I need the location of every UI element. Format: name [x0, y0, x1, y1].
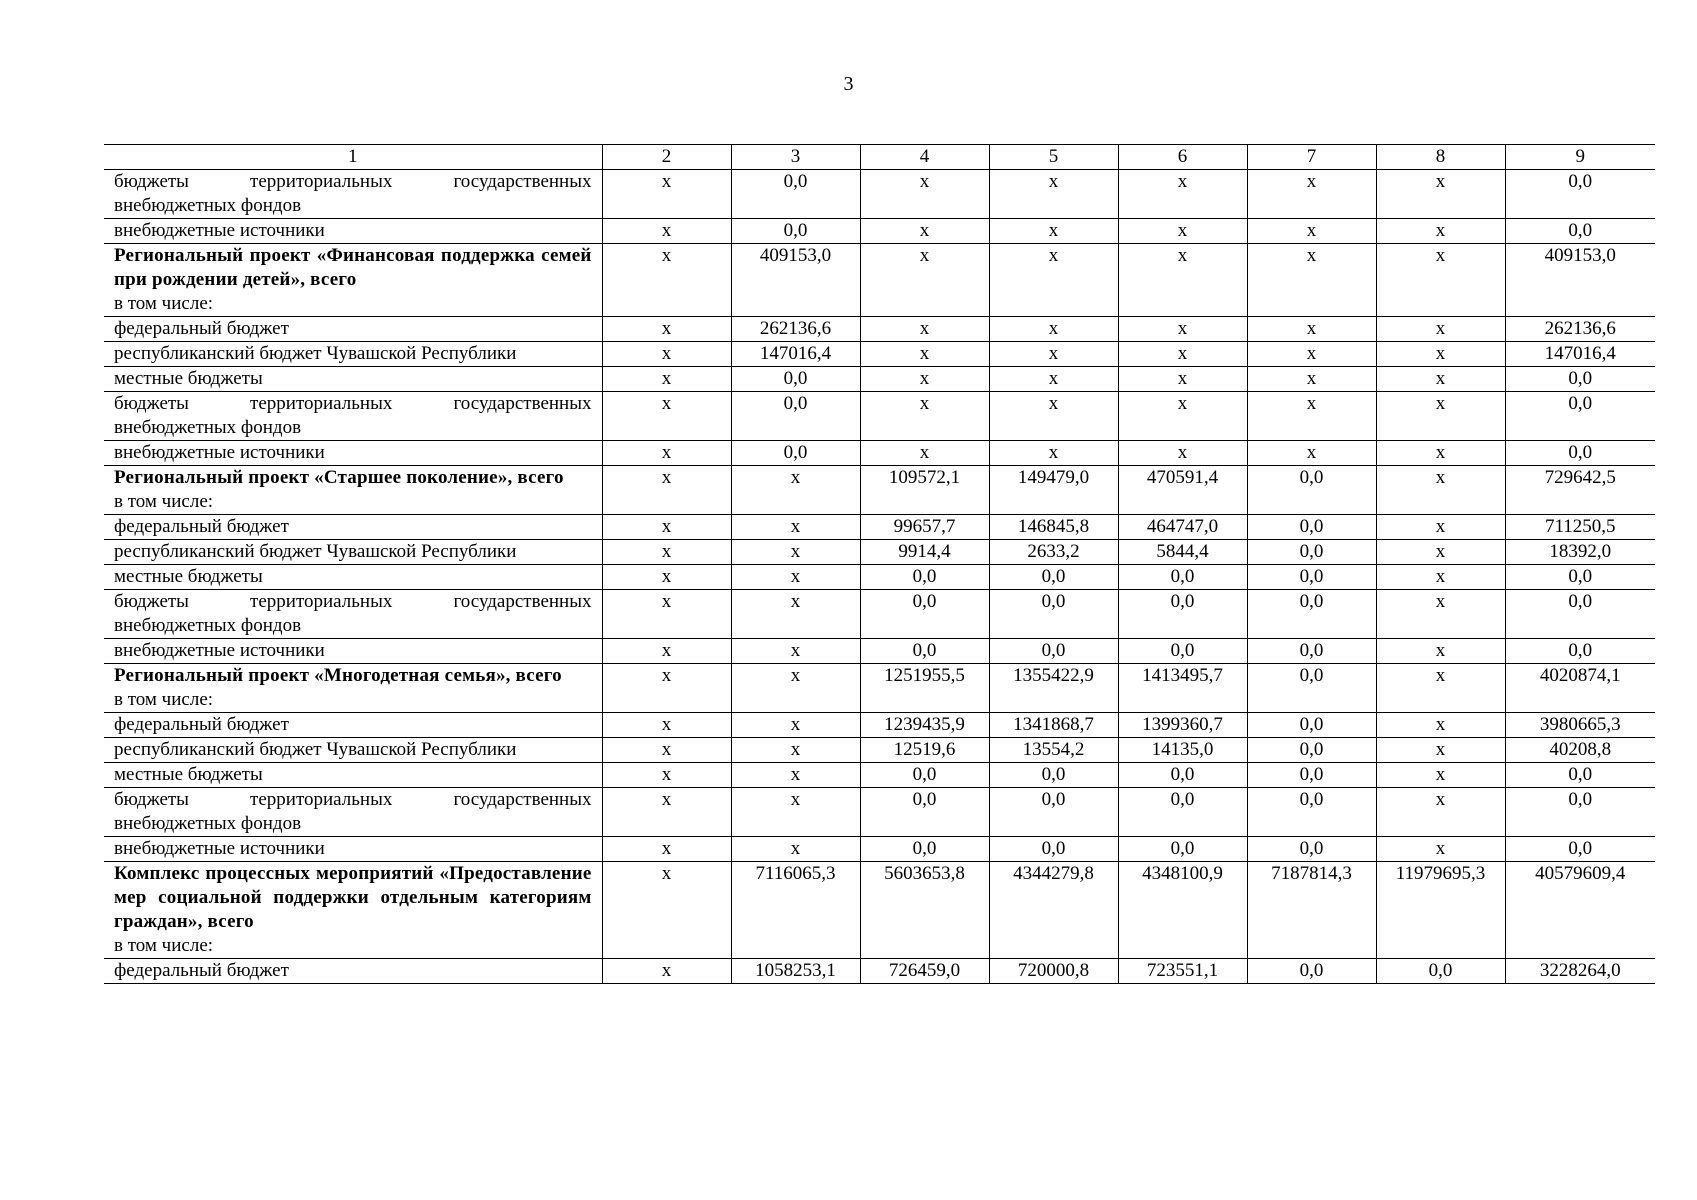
value-cell-col-9: 0,0: [1505, 788, 1655, 837]
table-row: [104, 540, 1655, 565]
table-row-section: [104, 244, 1655, 317]
row-label-cell: [104, 342, 602, 367]
value-cell-col-6: 1413495,7: [1118, 664, 1247, 713]
row-label-line: внебюджетных фондов: [114, 615, 302, 636]
value-cell-col-3: x: [731, 590, 860, 639]
table-row: [104, 515, 1655, 540]
value-cell-col-8: x: [1376, 170, 1505, 219]
row-label: местные бюджеты: [114, 368, 263, 389]
value-cell-col-9: 4020874,1: [1505, 664, 1655, 713]
value-cell-col-3: x: [731, 763, 860, 788]
row-label-cell: [104, 367, 602, 392]
value-cell-col-4: x: [860, 244, 989, 317]
value-cell-col-4: x: [860, 317, 989, 342]
value-cell-col-7: x: [1247, 219, 1376, 244]
value-cell-col-7: 0,0: [1247, 763, 1376, 788]
value-cell-col-7: 0,0: [1247, 565, 1376, 590]
value-cell-col-4: x: [860, 170, 989, 219]
value-cell-col-9: 262136,6: [1505, 317, 1655, 342]
value-cell-col-9: 0,0: [1505, 219, 1655, 244]
row-label: внебюджетные источники: [114, 442, 325, 463]
value-cell-col-6: 5844,4: [1118, 540, 1247, 565]
value-cell-col-6: 0,0: [1118, 763, 1247, 788]
row-label-cell: [104, 959, 602, 984]
table-row: [104, 837, 1655, 862]
budget-table: [104, 144, 1655, 984]
value-cell-col-2: x: [602, 738, 731, 763]
header-cell: 7: [1247, 145, 1376, 170]
page-number: 3: [843, 73, 854, 95]
value-cell-col-2: x: [602, 244, 731, 317]
value-cell-col-7: 0,0: [1247, 515, 1376, 540]
value-cell-col-9: 711250,5: [1505, 515, 1655, 540]
row-label-cell: [104, 540, 602, 565]
value-cell-col-3: 0,0: [731, 441, 860, 466]
value-cell-col-6: x: [1118, 244, 1247, 317]
row-label-cell: [104, 244, 602, 317]
value-cell-col-6: 14135,0: [1118, 738, 1247, 763]
value-cell-col-2: x: [602, 590, 731, 639]
value-cell-col-9: 40208,8: [1505, 738, 1655, 763]
row-label-line: внебюджетных фондов: [114, 813, 302, 834]
row-label: федеральный бюджет: [114, 516, 289, 537]
value-cell-col-6: 0,0: [1118, 565, 1247, 590]
value-cell-col-2: x: [602, 862, 731, 959]
value-cell-col-8: x: [1376, 244, 1505, 317]
table-row: [104, 738, 1655, 763]
value-cell-col-7: x: [1247, 244, 1376, 317]
value-cell-col-6: 0,0: [1118, 590, 1247, 639]
value-cell-col-8: x: [1376, 565, 1505, 590]
value-cell-col-3: 1058253,1: [731, 959, 860, 984]
value-cell-col-9: 0,0: [1505, 837, 1655, 862]
row-label-cell: [104, 515, 602, 540]
value-cell-col-9: 0,0: [1505, 170, 1655, 219]
value-cell-col-9: 3980665,3: [1505, 713, 1655, 738]
value-cell-col-4: 0,0: [860, 837, 989, 862]
value-cell-col-4: 5603653,8: [860, 862, 989, 959]
value-cell-col-4: 726459,0: [860, 959, 989, 984]
value-cell-col-7: 7187814,3: [1247, 862, 1376, 959]
value-cell-col-6: 0,0: [1118, 788, 1247, 837]
value-cell-col-9: 3228264,0: [1505, 959, 1655, 984]
row-label-cell: [104, 862, 602, 959]
value-cell-col-9: 0,0: [1505, 639, 1655, 664]
table-row-section: [104, 862, 1655, 959]
value-cell-col-7: 0,0: [1247, 466, 1376, 515]
value-cell-col-4: 0,0: [860, 565, 989, 590]
row-label-cell: [104, 219, 602, 244]
value-cell-col-4: 0,0: [860, 788, 989, 837]
value-cell-col-8: 11979695,3: [1376, 862, 1505, 959]
row-label-line: бюджеты территориальных государственных: [114, 171, 592, 192]
value-cell-col-3: x: [731, 515, 860, 540]
value-cell-col-7: 0,0: [1247, 837, 1376, 862]
value-cell-col-5: 0,0: [989, 788, 1118, 837]
header-cell: 9: [1505, 145, 1655, 170]
value-cell-col-4: 9914,4: [860, 540, 989, 565]
value-cell-col-6: 464747,0: [1118, 515, 1247, 540]
value-cell-col-5: x: [989, 392, 1118, 441]
value-cell-col-6: 723551,1: [1118, 959, 1247, 984]
value-cell-col-6: 1399360,7: [1118, 713, 1247, 738]
value-cell-col-6: x: [1118, 392, 1247, 441]
row-label-cell: [104, 466, 602, 515]
row-label-line: внебюджетных фондов: [114, 195, 302, 216]
row-label: местные бюджеты: [114, 566, 263, 587]
value-cell-col-7: 0,0: [1247, 639, 1376, 664]
value-cell-col-5: 149479,0: [989, 466, 1118, 515]
value-cell-col-8: 0,0: [1376, 959, 1505, 984]
value-cell-col-3: 7116065,3: [731, 862, 860, 959]
row-label-cell: [104, 590, 602, 639]
value-cell-col-7: x: [1247, 342, 1376, 367]
value-cell-col-2: x: [602, 170, 731, 219]
header-cell: 8: [1376, 145, 1505, 170]
table-row: [104, 639, 1655, 664]
value-cell-col-2: x: [602, 392, 731, 441]
header-cell: 4: [860, 145, 989, 170]
value-cell-col-6: x: [1118, 317, 1247, 342]
row-label-line: бюджеты территориальных государственных: [114, 393, 592, 414]
row-label-cell: [104, 565, 602, 590]
section-subtitle: в том числе:: [114, 935, 214, 956]
value-cell-col-9: 0,0: [1505, 367, 1655, 392]
section-title: Региональный проект «Старшее поколение», всего: [114, 467, 564, 488]
value-cell-col-6: x: [1118, 441, 1247, 466]
row-label-cell: [104, 713, 602, 738]
value-cell-col-7: 0,0: [1247, 540, 1376, 565]
value-cell-col-9: 18392,0: [1505, 540, 1655, 565]
row-label-cell: [104, 317, 602, 342]
header-cell: 5: [989, 145, 1118, 170]
value-cell-col-2: x: [602, 837, 731, 862]
value-cell-col-5: 4344279,8: [989, 862, 1118, 959]
value-cell-col-8: x: [1376, 738, 1505, 763]
value-cell-col-8: x: [1376, 342, 1505, 367]
value-cell-col-8: x: [1376, 788, 1505, 837]
value-cell-col-6: x: [1118, 367, 1247, 392]
row-label-cell: [104, 837, 602, 862]
value-cell-col-7: x: [1247, 317, 1376, 342]
value-cell-col-8: x: [1376, 219, 1505, 244]
header-cell: 1: [104, 145, 602, 170]
value-cell-col-3: 0,0: [731, 170, 860, 219]
value-cell-col-9: 0,0: [1505, 441, 1655, 466]
value-cell-col-5: x: [989, 219, 1118, 244]
value-cell-col-7: x: [1247, 441, 1376, 466]
value-cell-col-4: x: [860, 219, 989, 244]
value-cell-col-6: 0,0: [1118, 639, 1247, 664]
value-cell-col-7: x: [1247, 392, 1376, 441]
header-cell: 2: [602, 145, 731, 170]
value-cell-col-5: 0,0: [989, 639, 1118, 664]
value-cell-col-8: x: [1376, 317, 1505, 342]
header-cell: 3: [731, 145, 860, 170]
row-label: внебюджетные источники: [114, 640, 325, 661]
table-row: [104, 367, 1655, 392]
row-label-cell: [104, 763, 602, 788]
value-cell-col-3: x: [731, 713, 860, 738]
table-row: [104, 565, 1655, 590]
value-cell-col-9: 40579609,4: [1505, 862, 1655, 959]
value-cell-col-4: x: [860, 441, 989, 466]
table-row-section: [104, 664, 1655, 713]
value-cell-col-6: 470591,4: [1118, 466, 1247, 515]
table-row: [104, 392, 1655, 441]
row-label: внебюджетные источники: [114, 838, 325, 859]
row-label-line: бюджеты территориальных государственных: [114, 591, 592, 612]
row-label: республиканский бюджет Чувашской Республики: [114, 739, 517, 760]
value-cell-col-5: 2633,2: [989, 540, 1118, 565]
value-cell-col-5: 0,0: [989, 590, 1118, 639]
value-cell-col-9: 0,0: [1505, 565, 1655, 590]
value-cell-col-6: x: [1118, 170, 1247, 219]
value-cell-col-8: x: [1376, 540, 1505, 565]
value-cell-col-4: 0,0: [860, 590, 989, 639]
value-cell-col-7: 0,0: [1247, 590, 1376, 639]
row-label-cell: [104, 170, 602, 219]
value-cell-col-4: 12519,6: [860, 738, 989, 763]
value-cell-col-2: x: [602, 713, 731, 738]
value-cell-col-2: x: [602, 219, 731, 244]
value-cell-col-4: 1239435,9: [860, 713, 989, 738]
value-cell-col-8: x: [1376, 639, 1505, 664]
value-cell-col-2: x: [602, 959, 731, 984]
value-cell-col-8: x: [1376, 590, 1505, 639]
value-cell-col-5: x: [989, 441, 1118, 466]
value-cell-col-3: x: [731, 540, 860, 565]
row-label: внебюджетные источники: [114, 220, 325, 241]
value-cell-col-5: x: [989, 170, 1118, 219]
value-cell-col-3: 262136,6: [731, 317, 860, 342]
value-cell-col-4: 1251955,5: [860, 664, 989, 713]
table-row: [104, 788, 1655, 837]
row-label-line: внебюджетных фондов: [114, 417, 302, 438]
value-cell-col-8: x: [1376, 763, 1505, 788]
row-label-cell: [104, 392, 602, 441]
value-cell-col-9: 0,0: [1505, 590, 1655, 639]
table-header-row: [104, 145, 1655, 170]
value-cell-col-5: 720000,8: [989, 959, 1118, 984]
value-cell-col-8: x: [1376, 713, 1505, 738]
header-cell: 6: [1118, 145, 1247, 170]
value-cell-col-5: x: [989, 367, 1118, 392]
row-label-cell: [104, 788, 602, 837]
value-cell-col-2: x: [602, 515, 731, 540]
table-row: [104, 590, 1655, 639]
value-cell-col-3: x: [731, 639, 860, 664]
value-cell-col-7: x: [1247, 170, 1376, 219]
value-cell-col-3: x: [731, 837, 860, 862]
value-cell-col-5: 0,0: [989, 837, 1118, 862]
section-subtitle: в том числе:: [114, 293, 214, 314]
value-cell-col-4: 0,0: [860, 763, 989, 788]
value-cell-col-2: x: [602, 317, 731, 342]
table-row: [104, 170, 1655, 219]
row-label-cell: [104, 738, 602, 763]
value-cell-col-3: 409153,0: [731, 244, 860, 317]
value-cell-col-2: x: [602, 540, 731, 565]
value-cell-col-4: x: [860, 392, 989, 441]
value-cell-col-5: 1341868,7: [989, 713, 1118, 738]
table-row: [104, 713, 1655, 738]
value-cell-col-8: x: [1376, 664, 1505, 713]
value-cell-col-8: x: [1376, 515, 1505, 540]
table-row: [104, 219, 1655, 244]
value-cell-col-8: x: [1376, 367, 1505, 392]
table-row: [104, 342, 1655, 367]
value-cell-col-6: 4348100,9: [1118, 862, 1247, 959]
value-cell-col-4: x: [860, 367, 989, 392]
value-cell-col-9: 729642,5: [1505, 466, 1655, 515]
value-cell-col-3: 0,0: [731, 367, 860, 392]
value-cell-col-7: 0,0: [1247, 713, 1376, 738]
value-cell-col-5: 13554,2: [989, 738, 1118, 763]
section-title: Региональный проект «Многодетная семья», всего: [114, 665, 562, 686]
row-label: федеральный бюджет: [114, 960, 289, 981]
value-cell-col-6: x: [1118, 342, 1247, 367]
value-cell-col-9: 409153,0: [1505, 244, 1655, 317]
value-cell-col-3: x: [731, 664, 860, 713]
budget-table-body: [104, 145, 1655, 984]
row-label-line: бюджеты территориальных государственных: [114, 789, 592, 810]
value-cell-col-5: 1355422,9: [989, 664, 1118, 713]
value-cell-col-7: 0,0: [1247, 664, 1376, 713]
table-row: [104, 959, 1655, 984]
value-cell-col-5: 0,0: [989, 565, 1118, 590]
row-label: республиканский бюджет Чувашской Республики: [114, 541, 517, 562]
value-cell-col-2: x: [602, 441, 731, 466]
table-row: [104, 317, 1655, 342]
table-row-section: [104, 466, 1655, 515]
value-cell-col-2: x: [602, 763, 731, 788]
value-cell-col-9: 0,0: [1505, 392, 1655, 441]
section-title: Региональный проект «Финансовая поддержка семей при рождении детей», всего: [114, 245, 592, 290]
value-cell-col-2: x: [602, 639, 731, 664]
row-label-cell: [104, 639, 602, 664]
section-title: Комплекс процессных мероприятий «Предоставление мер социальной поддержки отдельным категориям граждан», всего: [114, 863, 592, 932]
value-cell-col-3: x: [731, 565, 860, 590]
value-cell-col-9: 0,0: [1505, 763, 1655, 788]
value-cell-col-3: x: [731, 466, 860, 515]
value-cell-col-8: x: [1376, 466, 1505, 515]
row-label: федеральный бюджет: [114, 714, 289, 735]
value-cell-col-8: x: [1376, 392, 1505, 441]
value-cell-col-2: x: [602, 466, 731, 515]
value-cell-col-5: 0,0: [989, 763, 1118, 788]
value-cell-col-2: x: [602, 367, 731, 392]
value-cell-col-8: x: [1376, 441, 1505, 466]
row-label: федеральный бюджет: [114, 318, 289, 339]
value-cell-col-3: x: [731, 788, 860, 837]
value-cell-col-3: 0,0: [731, 219, 860, 244]
row-label: местные бюджеты: [114, 764, 263, 785]
value-cell-col-7: 0,0: [1247, 788, 1376, 837]
value-cell-col-7: x: [1247, 367, 1376, 392]
value-cell-col-4: 0,0: [860, 639, 989, 664]
value-cell-col-2: x: [602, 788, 731, 837]
value-cell-col-3: 0,0: [731, 392, 860, 441]
table-row: [104, 763, 1655, 788]
value-cell-col-6: 0,0: [1118, 837, 1247, 862]
value-cell-col-6: x: [1118, 219, 1247, 244]
row-label-cell: [104, 441, 602, 466]
row-label-cell: [104, 664, 602, 713]
value-cell-col-5: x: [989, 342, 1118, 367]
value-cell-col-9: 147016,4: [1505, 342, 1655, 367]
value-cell-col-4: x: [860, 342, 989, 367]
value-cell-col-8: x: [1376, 837, 1505, 862]
value-cell-col-7: 0,0: [1247, 959, 1376, 984]
value-cell-col-4: 109572,1: [860, 466, 989, 515]
value-cell-col-5: x: [989, 244, 1118, 317]
value-cell-col-2: x: [602, 565, 731, 590]
section-subtitle: в том числе:: [114, 491, 214, 512]
section-subtitle: в том числе:: [114, 689, 214, 710]
table-row: [104, 441, 1655, 466]
value-cell-col-5: x: [989, 317, 1118, 342]
value-cell-col-3: 147016,4: [731, 342, 860, 367]
value-cell-col-5: 146845,8: [989, 515, 1118, 540]
value-cell-col-2: x: [602, 342, 731, 367]
value-cell-col-7: 0,0: [1247, 738, 1376, 763]
value-cell-col-2: x: [602, 664, 731, 713]
value-cell-col-3: x: [731, 738, 860, 763]
value-cell-col-4: 99657,7: [860, 515, 989, 540]
row-label: республиканский бюджет Чувашской Республики: [114, 343, 517, 364]
